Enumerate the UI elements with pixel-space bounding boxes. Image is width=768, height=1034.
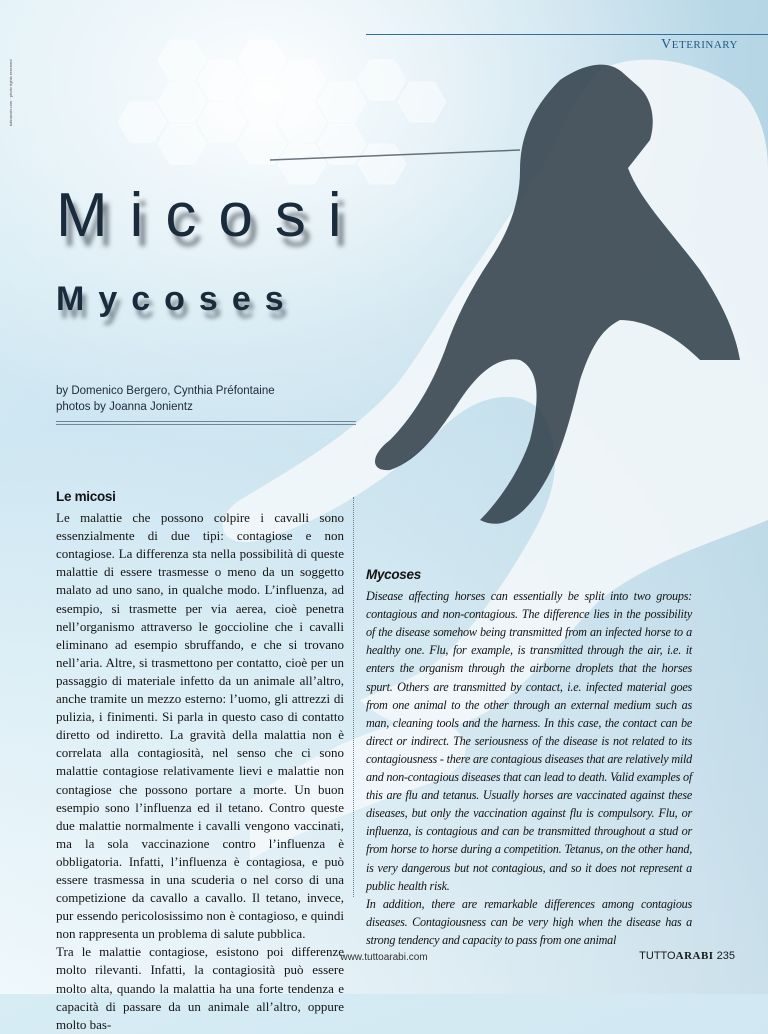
byline-authors: by Domenico Bergero, Cynthia Préfontaine <box>56 385 275 397</box>
article-column-english <box>366 566 692 949</box>
column-divider <box>353 497 354 897</box>
heading-italian: Le micosi <box>56 489 116 504</box>
paragraph-italian-1: Le malattie che possono colpire i cavalli sono essenzialmente di due tipi: contagiose e non contagiose. La differenza sta nella possibilità di queste malattie di essere trasmesse o meno da un soggetto malato ad uno sano, in qualche modo. L’influenza, ad esempio, si trasmette per via aerea, cioè penetra nell’organismo attraverso le goccioline che i cavalli eliminano ad esempio sbruffando, e che si trovano nell’aria. Altre, si trasmettono per contatto, cioè per un passaggio di materiale infetto da un animale all’altro, anche tramite un mezzo esterno: l’uomo, gli attrezzi di pulizia, i finimenti. Si parla in questo caso di contatto diretto od indiretto. La gravità della malattia non è correlata alla contagiosità, nel senso che ci sono malattie contagiose relativamente lievi e malattie non contagiose che possono portare a morte. Un buon esempio sono l’influenza ed il tetano. Contro queste due malattie normalmente i cavalli vengono vaccinati, ma la sola vaccinazione contro l’influenza è obbligatoria. Infatti, l’influenza è contagiosa, e può essere trasmessa in una scuderia o nel corso di una competizione da cavallo a cavallo. Il tetano, invece, pur essendo pericolosissimo non è contagioso, e quindi non rappresenta un problema di salute pubblica. <box>56 510 344 942</box>
paragraph-english-2: In addition, there are remarkable differences among contagious diseases. Contagiousness can be very high when the disease has a strong tendency and capacity to pass from one animal <box>366 896 692 947</box>
section-label-initial: V <box>661 37 672 52</box>
byline-rule <box>56 421 356 422</box>
byline-rule-2 <box>56 424 356 425</box>
footer-url: www.tuttoarabi.com <box>340 952 428 963</box>
photo-credit: tuttoarabi.com · photo rights reserved <box>8 59 13 126</box>
brand-name: ARABI <box>675 950 714 962</box>
paragraph-italian-2: Tra le malattie contagiose, esistono poi differenze molto rilevanti. Infatti, la contagiosità può essere molto alta, quando la malattia ha una forte tendenza e capacità di passare da un animale all’altro, oppure molto bas- <box>56 944 344 1032</box>
heading-english: Mycoses <box>366 567 421 582</box>
header-rule <box>366 34 768 35</box>
section-label-rest: ETERINARY <box>671 39 738 51</box>
byline <box>56 383 275 415</box>
title-english: Mycoses <box>56 280 298 318</box>
section-label <box>661 37 738 53</box>
page-number: 235 <box>716 950 735 962</box>
title-italian: Micosi <box>56 181 364 250</box>
byline-photos: photos by Joanna Jonientz <box>56 401 193 413</box>
brand-prefix: TUTTO <box>639 950 676 962</box>
page-folio <box>639 950 735 962</box>
paragraph-english-1: Disease affecting horses can essentially be split into two groups: contagious and non-contagious. The difference lies in the possibility of the disease somehow being transmitted from an infected horse to a healthy one. Flu, for example, is transmitted through the air, i.e. it enters the organism through the airborne droplets that the horses spurt. Others are transmitted by contact, i.e. infected material goes from one animal to the other through an external medium such as man, cleaning tools and the harness. In this case, the contact can be direct or indirect. The seriousness of the disease is not related to its contagiousness - there are contagious diseases that are relatively mild and non-contagious diseases that can lead to death. Valid examples of this are flu and tetanus. Usually horses are vaccinated against these diseases, but only the vaccination against flu is compulsory. Flu, or influenza, is contagious and can be transmitted throughout a stud or from horse to horse during a competition. Tetanus, on the other hand, is very dangerous but not contagious, and so it does not represent a public health risk. <box>366 589 692 893</box>
